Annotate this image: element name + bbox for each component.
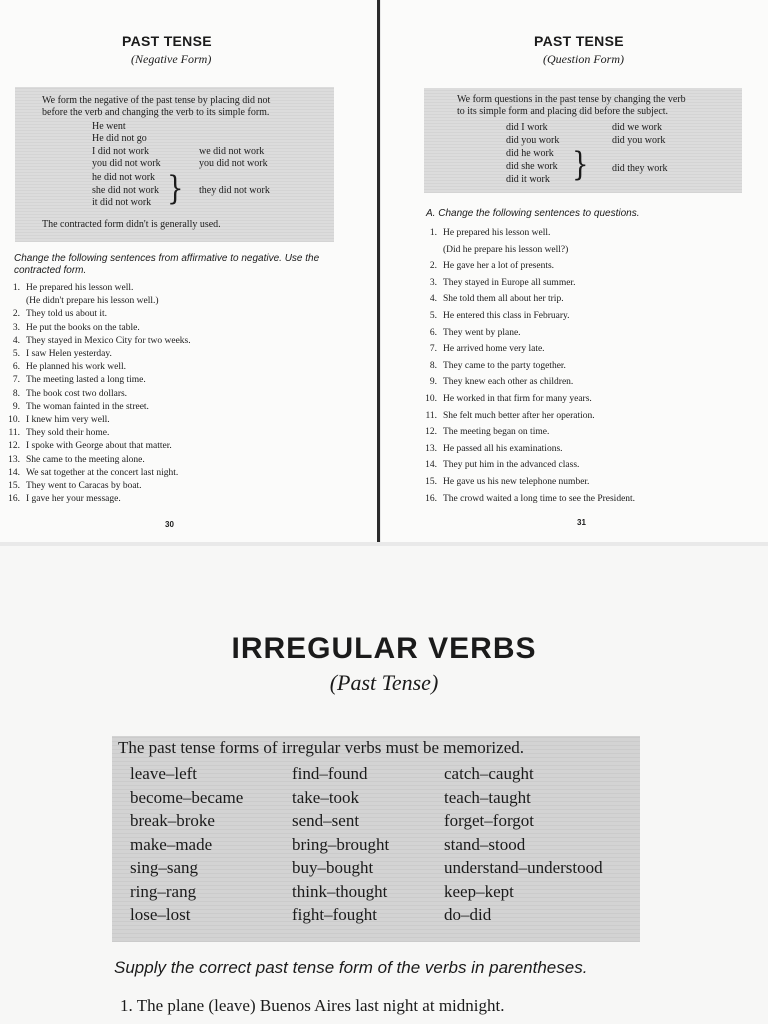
item-text: I knew him very well. [26, 415, 110, 426]
item-number: 10. [8, 415, 20, 426]
example-line: I did not work [92, 146, 149, 157]
item-number: 10. [425, 393, 437, 404]
exercise-item [6, 454, 191, 467]
item-text: He entered this class in February. [443, 310, 570, 321]
example-line: he did not work [92, 172, 156, 183]
item-number: 4. [12, 335, 20, 346]
exercise-item [419, 291, 635, 308]
exercise-instruction: Change the following sentences from affirmative to negative. Use the contracted form. [14, 253, 320, 276]
exercise-item [419, 474, 635, 491]
item-text: She came to the meeting alone. [26, 454, 145, 465]
exercise-item [6, 348, 191, 361]
item-text: She felt much better after her operation. [443, 410, 595, 421]
verb-pair: break–broke [130, 811, 215, 830]
verb-pair: send–sent [292, 811, 360, 830]
rule-text-line-2: to its simple form and placing did before the subject. [457, 106, 669, 117]
exercise-item [6, 401, 191, 414]
item-number: 5. [12, 349, 20, 360]
item-number: 11. [8, 428, 20, 439]
item-number: 7. [429, 344, 437, 355]
exercise-item [419, 325, 635, 342]
verb-pair: keep–kept [444, 881, 514, 901]
item-number: 5. [429, 310, 437, 321]
exercise-item [6, 361, 191, 374]
exercise-item [419, 441, 635, 458]
page-number: 30 [165, 520, 174, 529]
brace-glyph: } [572, 146, 589, 184]
item-text: The woman fainted in the street. [26, 401, 149, 412]
item-number: 3. [12, 322, 20, 333]
question-example: did it work [506, 174, 550, 185]
verb-pair: bring–brought [292, 834, 390, 854]
verb-pair: ring–rang [130, 881, 197, 901]
exercise-item [6, 440, 191, 453]
page-subtitle: (Negative Form) [131, 52, 212, 66]
question-example: did you work [506, 135, 560, 146]
item-text: They stayed in Mexico City for two weeks. [26, 335, 191, 346]
item-text: She told them all about her trip. [443, 294, 564, 305]
verb-pair: find–found [292, 764, 368, 783]
item-text: I saw Helen yesterday. [26, 349, 112, 360]
book-spine [377, 0, 380, 542]
verbs-intro: The past tense forms of irregular verbs must be memorized. [118, 738, 524, 757]
rule-text-line-1: We form the negative of the past tense by placing did not [42, 95, 271, 106]
verb-pair: catch–caught [444, 764, 534, 783]
question-example: did I work [506, 122, 548, 133]
page-number: 31 [577, 518, 586, 527]
item-number: 2. [12, 309, 20, 320]
example-line: you did not work [92, 158, 161, 169]
item-text: They told us about it. [26, 309, 108, 320]
verb-pair: buy–bought [292, 858, 374, 877]
rule-text-line-2: before the verb and changing the verb to its simple form. [42, 107, 270, 118]
item-text: The meeting lasted a long time. [26, 375, 146, 386]
item-number: 4. [429, 294, 437, 305]
exercise-item [419, 374, 635, 391]
exercise-item [6, 322, 191, 335]
verb-pair: fight–fought [292, 905, 377, 924]
verb-pair: sing–sang [130, 858, 198, 877]
item-number: 13. [8, 454, 20, 465]
verb-column-3 [444, 762, 603, 927]
verb-pair: stand–stood [444, 834, 526, 854]
item-text: He passed all his examinations. [443, 443, 563, 454]
verb-pair: become–became [130, 787, 244, 807]
exercise-item [419, 341, 635, 358]
item-text: He put the books on the table. [26, 322, 140, 333]
item-text: He planned his work well. [26, 362, 126, 373]
question-example-plural: did we work [612, 122, 662, 133]
exercise-item [6, 480, 191, 493]
question-example-plural: did you work [612, 135, 666, 146]
verb-pair: forget–forgot [444, 811, 535, 830]
verb-pair: teach–taught [444, 787, 531, 807]
item-number: 7. [12, 375, 20, 386]
item-text: We sat together at the concert last night. [26, 467, 179, 478]
rule-text-line-1: We form questions in the past tense by changing the verb [457, 94, 686, 105]
exercise-item [6, 427, 191, 440]
verb-pair: think–thought [292, 881, 388, 901]
item-number: 12. [425, 427, 437, 438]
exercise-item [6, 493, 191, 506]
exercise-item [419, 424, 635, 441]
page-31 [381, 0, 768, 542]
exercise-item [419, 242, 635, 259]
item-number: 13. [425, 443, 437, 454]
item-text: The book cost two dollars. [26, 388, 128, 399]
exercise-item [419, 275, 635, 292]
example-line: He did not go [92, 133, 147, 144]
page-subtitle: (Past Tense) [329, 670, 439, 695]
exercise-item [419, 457, 635, 474]
verb-pair: make–made [130, 834, 213, 854]
exercise-list [6, 282, 191, 506]
item-number: 14. [425, 460, 437, 471]
item-text: The crowd waited a long time to see the President. [443, 493, 636, 504]
verb-column-1 [130, 762, 243, 927]
exercise-instruction: A. Change the following sentences to questions. [426, 208, 640, 219]
exercise-item [6, 335, 191, 348]
item-text: He prepared his lesson well. [443, 228, 551, 238]
item-number: 12. [8, 441, 20, 452]
item-number: 8. [429, 360, 437, 371]
exercise-item [6, 388, 191, 401]
item-text: (Did he prepare his lesson well?) [443, 244, 569, 255]
item-text: He gave her a lot of presents. [443, 261, 555, 272]
plural-line: we did not work [199, 146, 265, 157]
exercise-item [419, 491, 635, 508]
item-text: They went to Caracas by boat. [26, 481, 142, 492]
item-text: The meeting began on time. [443, 427, 550, 438]
plural-line: you did not work [199, 158, 268, 169]
item-number: 14. [8, 467, 20, 478]
example-line: He went [92, 121, 126, 132]
contracted-note: The contracted form didn't is generally used. [42, 219, 221, 230]
exercise-instruction: Supply the correct past tense form of the verbs in parentheses. [114, 958, 588, 977]
page-subtitle: (Question Form) [543, 52, 624, 66]
item-text: He arrived home very late. [443, 344, 545, 355]
item-number: 15. [425, 476, 437, 487]
exercise-item [419, 308, 635, 325]
item-text: They put him in the advanced class. [443, 460, 580, 471]
item-text: I spoke with George about that matter. [26, 441, 172, 452]
question-example: did he work [506, 148, 554, 159]
item-number: 1. [429, 228, 437, 238]
exercise-list [419, 225, 635, 507]
exercise-item [6, 308, 191, 321]
item-number: 6. [429, 327, 437, 338]
item-text: He worked in that firm for many years. [443, 393, 592, 404]
page-title: PAST TENSE [534, 33, 624, 49]
item-number: 11. [425, 410, 437, 421]
verb-pair: take–took [292, 787, 360, 807]
item-text: They went by plane. [443, 327, 521, 338]
item-number: 3. [429, 277, 437, 288]
verb-pair: leave–left [130, 764, 198, 783]
irregular-verbs-box [112, 736, 640, 942]
plural-line: they did not work [199, 185, 270, 196]
question-example-plural: did they work [612, 163, 668, 174]
exercise-item [6, 295, 191, 308]
item-text: I gave her your message. [26, 494, 121, 505]
item-text: They stayed in Europe all summer. [443, 277, 576, 288]
exercise-item [6, 414, 191, 427]
item-number: 15. [8, 481, 20, 492]
item-number: 16. [8, 494, 20, 505]
exercise-item [419, 408, 635, 425]
item-number: 9. [12, 401, 20, 412]
item-text: He gave us his new telephone number. [443, 476, 590, 487]
example-line: she did not work [92, 185, 159, 196]
page-title: IRREGULAR VERBS [231, 632, 537, 665]
item-number: 9. [429, 377, 437, 388]
irregular-verbs-page [0, 546, 768, 1024]
exercise-item [6, 282, 191, 295]
negative-form-rule-box [15, 87, 334, 242]
verb-pair: do–did [444, 905, 492, 924]
question-form-rule-box [424, 88, 742, 193]
exercise-item [419, 225, 635, 242]
item-number: 2. [429, 261, 437, 272]
exercise-item [6, 374, 191, 387]
item-text: They sold their home. [26, 428, 110, 439]
exercise-item [6, 467, 191, 480]
verb-pair: lose–lost [130, 905, 191, 924]
exercise-item [419, 391, 635, 408]
exercise-item [419, 358, 635, 375]
example-line: it did not work [92, 197, 152, 208]
item-number: 16. [425, 493, 437, 504]
item-text: They knew each other as children. [443, 377, 574, 388]
item-text: He prepared his lesson well. [26, 283, 134, 293]
question-example: did she work [506, 161, 558, 172]
item-number: 6. [12, 362, 20, 373]
exercise-item [419, 258, 635, 275]
item-text: They came to the party together. [443, 360, 566, 371]
brace-glyph: } [167, 170, 184, 208]
page-30 [0, 0, 378, 542]
exercise-item: 1. The plane (leave) Buenos Aires last night at midnight. [120, 996, 505, 1015]
item-number: 1. [12, 283, 20, 293]
verb-column-2 [292, 762, 389, 927]
item-number: 8. [12, 388, 20, 399]
page-title: PAST TENSE [122, 33, 212, 49]
verb-pair: understand–understood [444, 858, 603, 877]
item-text: (He didn't prepare his lesson well.) [26, 296, 159, 307]
